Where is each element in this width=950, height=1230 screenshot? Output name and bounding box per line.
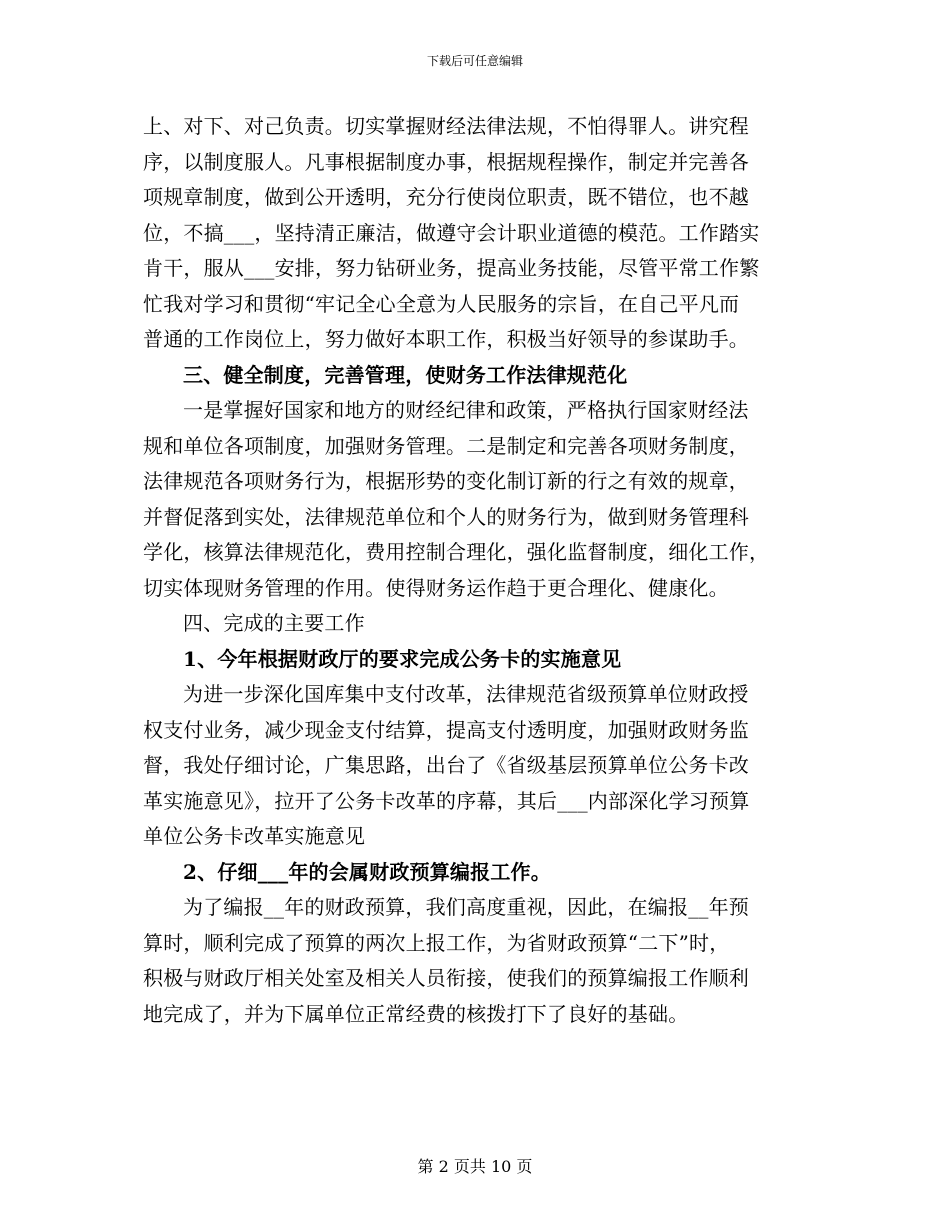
body-line: 权支付业务，减少现金支付结算，提高支付透明度，加强财政财务监	[143, 717, 749, 742]
body-line: 单位公务卡改革实施意见	[143, 824, 366, 848]
body-line: 为进一步深化国库集中支付改革，法律规范省级预算单位财政授	[183, 682, 749, 706]
body-line: 法律规范各项财务行为，根据形势的变化制订新的行之有效的规章，	[143, 469, 749, 493]
body-line: 学化，核算法律规范化，费用控制合理化，强化监督制度，细化工作，	[143, 540, 770, 564]
subsection-heading: 2、仔细___年的会属财政预算编报工作。	[183, 859, 551, 884]
body-line: 上、对下、对己负责。切实掌握财经法律法规，不怕得罪人。讲究程	[143, 114, 749, 138]
body-line: 督，我处仔细讨论，广集思路，出台了《省级基层预算单位公务卡改	[143, 753, 749, 777]
body-line: 为了编报__年的财政预算，我们高度重视，因此，在编报__年预	[183, 895, 749, 919]
body-line: 肯干，服从___安排，努力钻研业务，提高业务技能，尽管平常工作繁	[143, 256, 760, 280]
subsection-heading: 1、今年根据财政厅的要求完成公务卡的实施意见	[183, 646, 622, 671]
body-line: 普通的工作岗位上，努力做好本职工作，积极当好领导的参谋助手。	[143, 327, 749, 351]
body-line: 项规章制度，做到公开透明，充分行使岗位职责，既不错位，也不越	[143, 185, 749, 209]
page-number: 第 2 页共 10 页	[417, 1157, 533, 1176]
body-line: 革实施意见》，拉开了公务卡改革的序幕，其后___内部深化学习预算	[143, 788, 750, 813]
document-body	[143, 109, 807, 1032]
section-heading: 三、健全制度，完善管理，使财务工作法律规范化	[183, 362, 628, 387]
body-line: 积极与财政厅相关处室及相关人员衔接，使我们的预算编报工作顺利	[143, 966, 749, 990]
section-heading: 四、完成的主要工作	[183, 611, 365, 635]
body-line: 算时，顺利完成了预算的两次上报工作，为省财政预算“二下”时，	[143, 930, 730, 955]
body-line: 规和单位各项制度，加强财务管理。二是制定和完善各项财务制度，	[143, 433, 749, 458]
body-line: 并督促落到实处，法律规范单位和个人的财务行为，做到财务管理科	[143, 504, 749, 529]
page-header: 下载后可任意编辑	[426, 54, 523, 68]
body-line: 忙我对学习和贯彻“牢记全心全意为人民服务的宗旨，在自己平凡而	[143, 291, 740, 316]
body-line: 一是掌握好国家和地方的财经纪律和政策，严格执行国家财经法	[183, 398, 749, 422]
body-line: 切实体现财务管理的作用。使得财务运作趋于更合理化、健康化。	[143, 575, 729, 600]
body-line: 位，不搞___，坚持清正廉洁，做遵守会计职业道德的模范。工作踏实	[143, 220, 760, 245]
body-line: 地完成了，并为下属单位正常经费的核拨打下了良好的基础。	[143, 1001, 689, 1026]
body-line: 序，以制度服人。凡事根据制度办事，根据规程操作，制定并完善各	[143, 149, 749, 174]
